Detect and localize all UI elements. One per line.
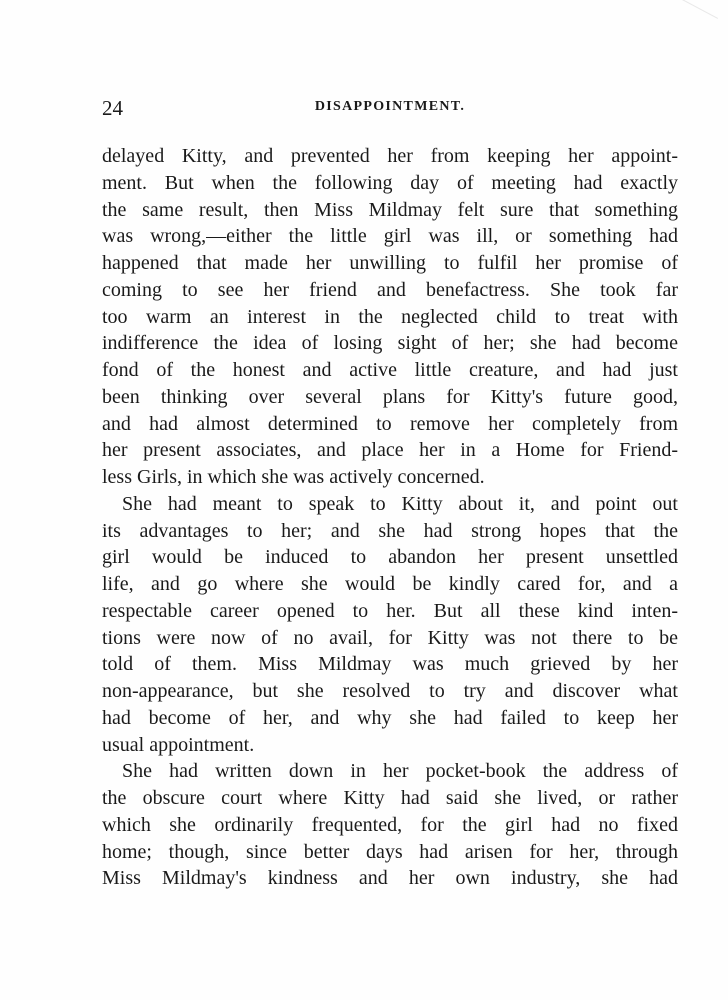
text-line: indifference the idea of losing sight of her; she had become [102,332,678,355]
text-line: coming to see her friend and benefactress. She took far [102,278,678,301]
text-line: the same result, then Miss Mildmay felt sure that something [102,198,678,221]
text-line: She had written down in her pocket-book the address of [122,760,678,783]
paragraph [102,758,678,892]
paragraph [102,143,678,491]
text-line: delayed Kitty, and prevented her from keeping her appoint- [102,145,678,167]
paragraph [102,491,678,759]
text-line: happened that made her unwilling to fulfil her promise of [102,252,678,274]
text-line: non-appearance, but she resolved to try and discover what [102,680,678,702]
text-line: the obscure court where Kitty had said she lived, or rather [102,787,678,809]
text-line: home; though, since better days had arisen for her, through [102,840,678,863]
text-line: tions were now of no avail, for Kitty was not there to be [102,626,678,649]
text-line: less Girls, in which she was actively concerned. [102,466,485,488]
text-line: and had almost determined to remove her completely from [102,412,678,435]
page-number: 24 [102,96,123,120]
page-header [102,96,678,122]
text-line: its advantages to her; and she had strong hopes that the [102,519,678,542]
text-line: her present associates, and place her in a Home for Friend- [102,439,678,462]
text-line: been thinking over several plans for Kitty's future good, [102,385,678,408]
text-line: girl would be induced to abandon her present unsettled [102,546,678,569]
text-line: too warm an interest in the neglected child to treat with [102,305,678,328]
text-line: life, and go where she would be kindly cared for, and a [102,573,678,595]
text-line: She had meant to speak to Kitty about it, and point out [122,492,678,515]
text-line: Miss Mildmay's kindness and her own industry, she had [102,867,678,890]
text-line: told of them. Miss Mildmay was much grieved by her [102,653,678,676]
text-line: which she ordinarily frequented, for the girl had no fixed [102,813,678,836]
text-line: usual appointment. [102,733,255,756]
text-line: respectable career opened to her. But all these kind inten- [102,599,678,622]
text-line: fond of the honest and active little creature, and had just [102,359,678,381]
text-line: was wrong,—either the little girl was ill, or something had [102,225,678,248]
scan-edge-mark [619,0,718,72]
text-line: ment. But when the following day of meeting had exactly [102,171,678,194]
running-title: DISAPPOINTMENT. [314,99,466,114]
body-text [102,143,678,892]
text-line: had become of her, and why she had failed to keep her [102,706,678,729]
